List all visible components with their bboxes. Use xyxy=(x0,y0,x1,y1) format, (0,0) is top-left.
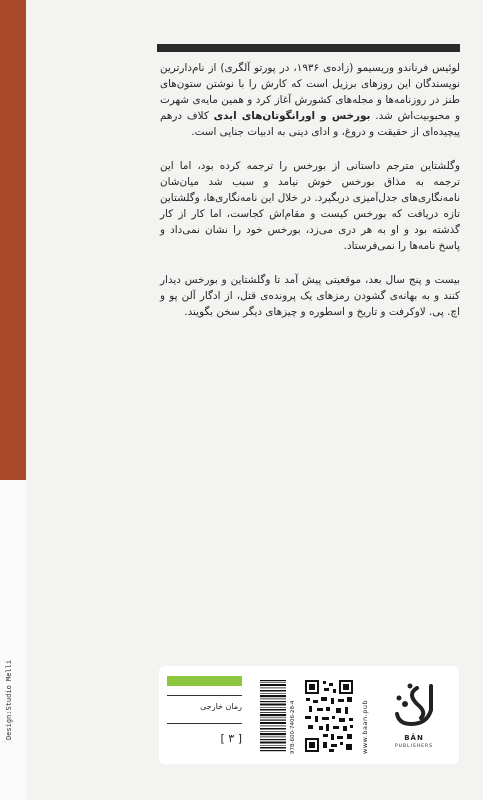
publisher-logo-icon xyxy=(377,674,451,732)
book-title: بورخس و اورانگوتان‌های ابدی xyxy=(213,110,371,122)
series-number: [ ۳ ] xyxy=(220,732,242,745)
publisher-subtitle: PUBLISHERS xyxy=(395,744,433,749)
series-color-bar xyxy=(167,676,242,686)
paragraph-1-intro: لوئیس فرناندو وریسیمو (زاده‌ی ۱۹۳۶، در پورتو آلگری) از نام‌دارترین نویسندگان این روزهای برزیل است که کارش را با نوشتن ستون‌های طنز در روزنامه‌ها و مجله‌های کشورش آغاز کرد و همین مایه‌ی شهرت و محبوبیت‌اش شد. xyxy=(160,62,461,122)
isbn-number: 978-600-7406-28-4 xyxy=(290,700,296,754)
paragraph-1-end: کلاف درهم پیچیده‌ای از حقیقت و دروغ، و ادای دینی به ادبیات جنایی است. xyxy=(160,110,460,138)
spine-color-band xyxy=(0,0,26,480)
info-box xyxy=(159,666,459,764)
publisher-name: BĀN xyxy=(404,734,424,742)
divider xyxy=(167,695,242,696)
paragraph-1 xyxy=(160,60,460,140)
top-rule xyxy=(157,44,460,52)
qr-code-icon xyxy=(303,678,355,754)
divider xyxy=(167,723,242,724)
publisher-url: www.baan.pub xyxy=(361,699,369,754)
paragraph-2: وگلشتاین مترجم داستانی از بورخس را ترجمه کرده بود، اما این ترجمه به مذاق بورخس خوش نیامد و سبب شد میان‌شان نامه‌نگاری‌های جدل‌آمیزی دربگیرد. در خلال این نامه‌نگاری‌ها، وگلشتاین تازه دریافت که بورخس کیست و مقام‌اش کجاست، اما کار از کار گذشته بود و او به هر دری می‌زد، بورخس خود را نشان نمی‌داد و پاسخ نامه‌ها را نمی‌فرستاد. xyxy=(160,160,460,252)
barcode-icon xyxy=(259,678,287,754)
series-label: رمان خارجی xyxy=(200,702,242,711)
blurb-text xyxy=(160,60,460,338)
publisher-logo xyxy=(377,674,451,758)
paragraph-3: بیست و پنج سال بعد، موقعیتی پیش آمد تا وگلشتاین و بورخس دیدار کنند و به بهانه‌ی گشودن رمزهای یک پرونده‌ی قتل، از ادگار آلن پو و اچ. پی. لاوکرفت و تاریخ و اسطوره و چیزهای دیگر سخن بگویند. xyxy=(160,274,460,318)
series-box xyxy=(167,676,252,756)
design-credit: Design:Studio Melli xyxy=(5,659,13,740)
